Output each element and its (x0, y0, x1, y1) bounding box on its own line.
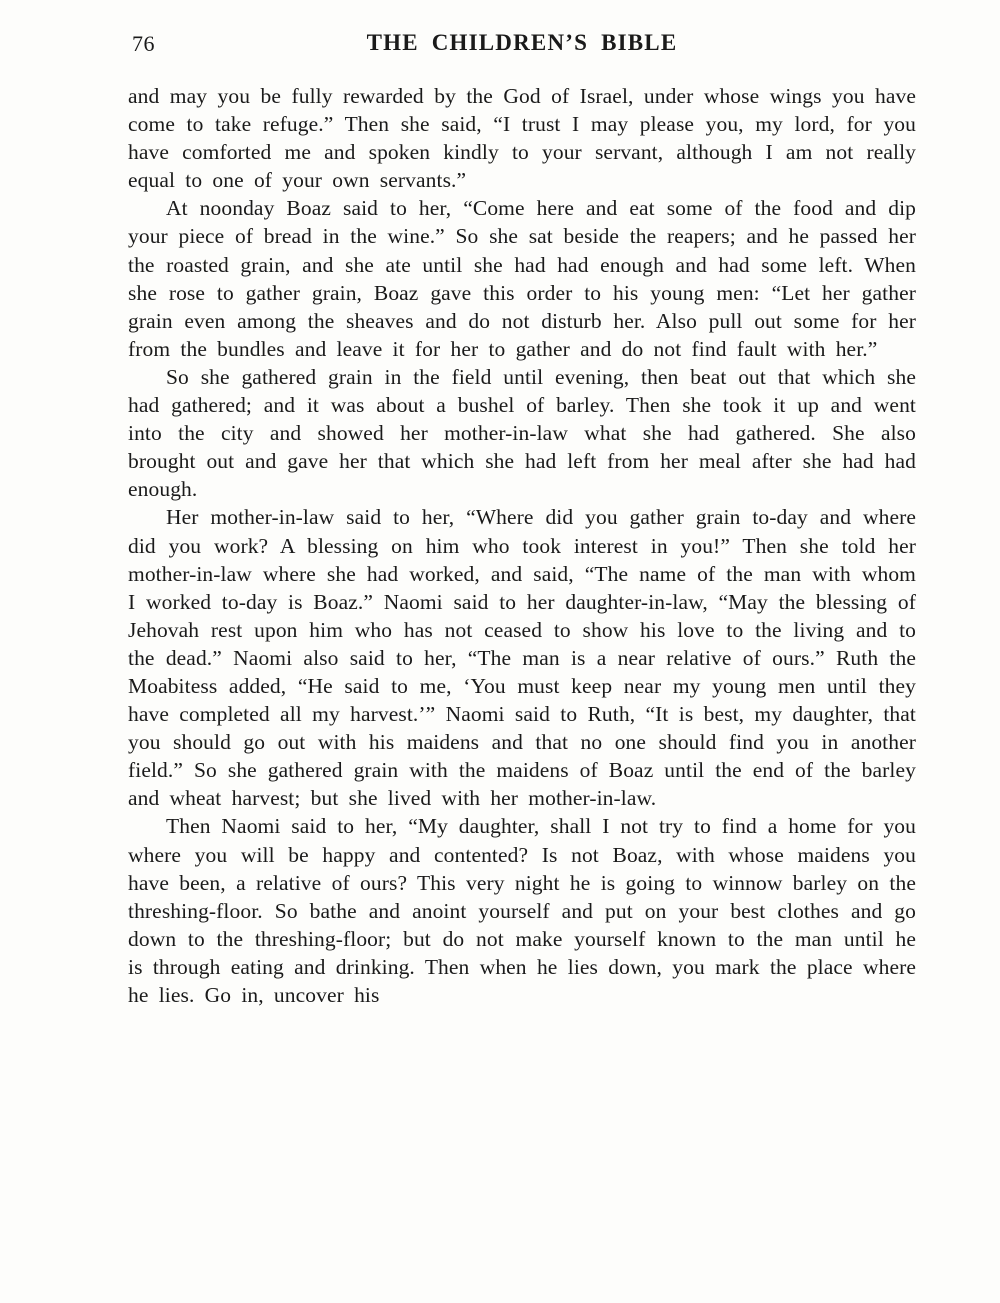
page-header (128, 30, 916, 60)
paragraph: Then Naomi said to her, “My daughter, shall I not try to find a home for you where you will be happy and contented? Is not Boaz, with whose maidens you have been, a relative of ours? This very night he is going to winnow barley on the threshing-floor. So bathe and anoint yourself and put on your best clothes and go down to the threshing-floor; but do not make yourself known to the man until he is through eating and drinking. Then when he lies down, you mark the place where he lies. Go in, uncover his (128, 814, 916, 1007)
paragraph: and may you be fully rewarded by the God of Israel, under whose wings you have come to take refuge.” Then she said, “I trust I may please you, my lord, for you have comforted me and spoken kindly to your servant, although I am not really equal to one of your own servants.” (128, 84, 916, 193)
page-body (128, 82, 916, 1009)
running-title: THE CHILDREN’S BIBLE (366, 30, 678, 55)
page-number: 76 (132, 31, 155, 56)
paragraph: Her mother-in-law said to her, “Where did you gather grain to-day and where did you work? A blessing on him who took interest in you!” Then she told her mother-in-law where she had worked, and said, “The name of the man with whom I worked to-day is Boaz.” Naomi said to her daughter-in-law, “May the blessing of Jehovah rest upon him who has not ceased to show his love to the living and to the dead.” Naomi also said to her, “The man is a near relative of ours.” Ruth the Moabitess added, “He said to me, ‘You must keep near my young men until they have completed all my harvest.’” Naomi said to Ruth, “It is best, my daughter, that you should go out with his maidens and that no one should find you in another field.” So she gathered grain with the maidens of Boaz until the end of the barley and wheat harvest; but she lived with her mother-in-law. (128, 505, 916, 811)
paragraph: So she gathered grain in the field until evening, then beat out that which she had gathered; and it was about a bushel of barley. Then she took it up and went into the city and showed her mother-in-law what she had gathered. She also brought out and gave her that which she had left from her meal after she had had enough. (128, 364, 916, 502)
paragraph: At noonday Boaz said to her, “Come here and eat some of the food and dip your piece of bread in the wine.” So she sat beside the reapers; and he passed her the roasted grain, and she ate until she had had enough and had some left. When she rose to gather grain, Boaz gave this order to his young men: “Let her gather grain even among the sheaves and do not disturb her. Also pull out some for her from the bundles and leave it for her to gather and do not find fault with her.” (128, 196, 916, 361)
